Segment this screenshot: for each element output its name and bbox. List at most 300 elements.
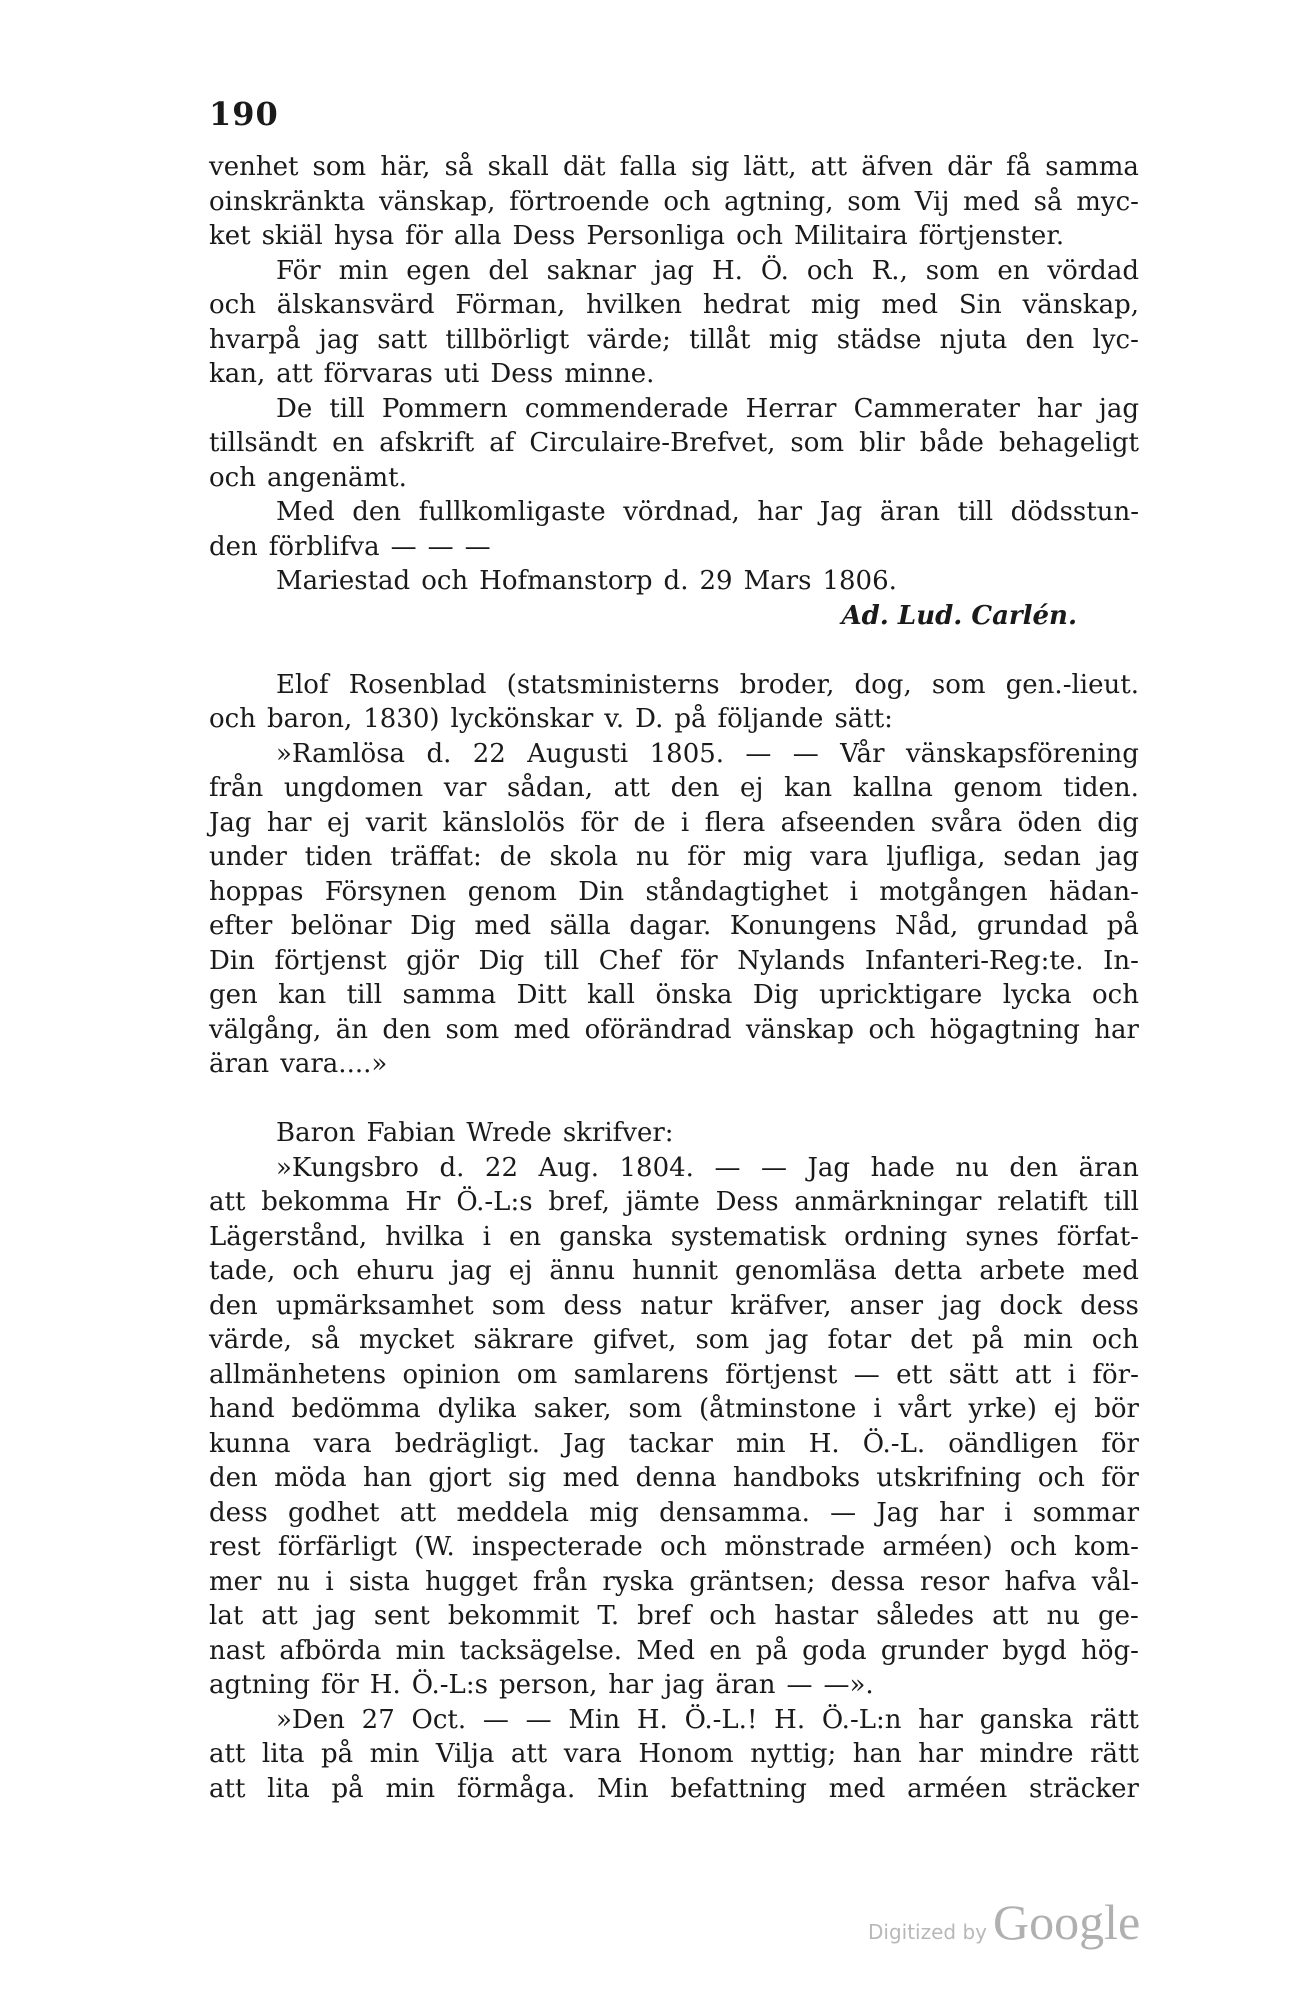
word: ehuru [356, 1256, 435, 1286]
word: Baron [276, 1118, 356, 1148]
word: Aug. [538, 1152, 599, 1183]
word: — [464, 531, 491, 562]
word: den [352, 497, 402, 527]
word: Jag [819, 497, 863, 527]
text-line [209, 978, 1139, 1013]
word: Mariestad [276, 566, 411, 596]
word: Dess [490, 359, 554, 389]
word: d. [439, 1152, 465, 1183]
word: genom [953, 773, 1043, 803]
word: att [399, 1497, 437, 1528]
word: synes [965, 1221, 1039, 1252]
word: till [1103, 1187, 1139, 1217]
word: Mars [743, 566, 812, 596]
word: sätt: [834, 704, 893, 734]
word: H. [808, 1428, 840, 1459]
word: värde, [209, 1325, 292, 1355]
word: och [1037, 1463, 1085, 1493]
word: »Den [276, 1704, 345, 1735]
word: förtjenst [725, 1359, 838, 1390]
word: kan [784, 773, 833, 803]
word: i [1004, 1497, 1013, 1528]
word: skola [549, 842, 619, 872]
word: och [209, 462, 256, 493]
word: här, [380, 152, 431, 182]
text-line [209, 771, 1139, 806]
word: arbete [979, 1256, 1066, 1286]
word: för [405, 221, 443, 251]
word: Rosenblad [348, 669, 487, 700]
word: 1830) [363, 704, 440, 734]
word: på [674, 704, 707, 734]
word: — [745, 738, 772, 769]
word: mig [589, 1497, 639, 1528]
word: denna [635, 1463, 717, 1493]
word: falla [619, 152, 677, 182]
word: Ö.-L:s [456, 1187, 533, 1217]
word: har [757, 497, 803, 527]
word: till [346, 980, 383, 1010]
word: äfven [861, 152, 934, 182]
word: »Ramlösa [276, 738, 406, 769]
word: — [853, 1359, 880, 1390]
word: de [633, 807, 666, 838]
word: mig [768, 324, 819, 355]
word: jämte [625, 1187, 700, 1217]
word: — [427, 531, 454, 562]
word: oförändrad [584, 1014, 732, 1045]
word: en [509, 1221, 542, 1252]
word: gjort [428, 1463, 492, 1493]
word: säkrare [473, 1325, 574, 1355]
word: De [276, 393, 313, 424]
word: så [1033, 186, 1063, 217]
word: svåra [930, 807, 1003, 838]
word: och [709, 1601, 757, 1631]
word: detta [893, 1256, 963, 1286]
word: af [489, 428, 515, 458]
word: anmärkningar [794, 1187, 982, 1217]
word: samma [402, 980, 497, 1010]
text-line [209, 1151, 1139, 1186]
word: ej [1053, 1394, 1078, 1424]
word: Sin [958, 290, 1002, 320]
word: jag [1098, 393, 1139, 424]
word: från [532, 1566, 588, 1597]
word: dess [1080, 1290, 1139, 1321]
word: afbörda [279, 1635, 382, 1666]
word: hunnit [632, 1256, 718, 1286]
word: kom- [1074, 1532, 1139, 1562]
text-line [209, 564, 1139, 599]
word: skall [487, 152, 549, 182]
text-line [209, 875, 1139, 910]
word: dödsstun- [1010, 497, 1139, 527]
word: den [209, 1463, 258, 1493]
word: arméen) [882, 1532, 993, 1562]
word: den [670, 773, 720, 803]
text-line [209, 392, 1139, 427]
text-line [209, 1116, 1139, 1151]
word: vara [810, 842, 869, 872]
word: med [963, 186, 1020, 217]
word: del [488, 255, 529, 286]
word: Jag [209, 807, 252, 838]
word: dock [999, 1290, 1063, 1321]
word: att [992, 1601, 1029, 1631]
word: städse [836, 324, 922, 355]
word: att [209, 1739, 246, 1769]
word: vara....» [280, 1049, 388, 1079]
word: att [209, 1187, 246, 1217]
word: och [209, 704, 256, 734]
word: In- [1103, 945, 1139, 976]
word: tade, [209, 1256, 276, 1286]
word: kan [278, 980, 327, 1010]
word: anser [849, 1290, 924, 1321]
word: nu [635, 842, 670, 872]
word: har [918, 1739, 963, 1769]
word: äran [209, 1049, 270, 1079]
word: — [830, 1497, 857, 1528]
word: Personliga [586, 221, 726, 251]
word: hastar [774, 1601, 859, 1631]
text-line [209, 1047, 1139, 1082]
word: förvaras [323, 359, 433, 389]
word: befattning [670, 1773, 807, 1804]
word: att [613, 773, 650, 803]
word: 22 [472, 738, 506, 769]
word: samma [1045, 152, 1139, 182]
word: saknar [546, 255, 636, 286]
word: så [444, 152, 474, 182]
word: tackar [628, 1428, 713, 1459]
word: och [1091, 1325, 1139, 1355]
word: 1804. [619, 1152, 694, 1183]
word: vårt [898, 1394, 952, 1424]
word: kräfver, [730, 1290, 832, 1321]
word: mindre [979, 1739, 1074, 1769]
word: Circulaire-Brefvet, [529, 428, 776, 458]
word: Ö.-L.! [684, 1704, 758, 1735]
word: nu [1046, 1601, 1080, 1631]
word: Jag [876, 1497, 919, 1528]
word: dess [209, 1497, 268, 1528]
text-line [209, 737, 1139, 772]
word: gifvet, [592, 1325, 677, 1355]
text-line [209, 357, 1139, 392]
word: Ö.-L:s [411, 1670, 488, 1700]
word: rest [209, 1532, 261, 1562]
word: bekommit [447, 1601, 580, 1631]
word: för [1101, 1463, 1139, 1493]
word: hade [870, 1152, 935, 1183]
word: att [276, 359, 313, 389]
word: högagtning [929, 1014, 1080, 1045]
word: sträcker [1029, 1773, 1139, 1804]
word: att [261, 1601, 298, 1631]
word: Min [596, 1773, 649, 1804]
word: Min [568, 1704, 621, 1735]
word: (W. [414, 1532, 455, 1562]
word: äran [1078, 1152, 1139, 1183]
word: älskansvärd [276, 290, 435, 320]
word: minne. [564, 359, 655, 389]
word: att [810, 152, 848, 182]
word: den [1025, 324, 1075, 355]
word: som [931, 669, 986, 700]
word: tillåt [689, 324, 751, 355]
word: hädan- [1049, 876, 1139, 907]
word: ljufliga, [886, 842, 986, 872]
word: i [849, 876, 858, 907]
word: på [1106, 911, 1139, 941]
word: som [790, 428, 845, 458]
word: dess [563, 1290, 623, 1321]
word: Honom [638, 1739, 734, 1769]
word: venhet [209, 152, 299, 182]
word: oändligen [948, 1428, 1079, 1459]
word: kall [587, 980, 635, 1010]
word: commenderade [524, 393, 729, 424]
word: för- [1092, 1359, 1139, 1390]
word: — [760, 1152, 787, 1183]
word: vänskapsförening [905, 738, 1139, 769]
word: Dess [512, 221, 576, 251]
word: jag [653, 255, 695, 286]
word: lita [261, 1739, 305, 1769]
word: känslolös [442, 807, 566, 838]
word: jag [315, 1601, 356, 1631]
word: uti [443, 359, 480, 389]
word: person, [498, 1670, 598, 1700]
word: Fabian [366, 1118, 456, 1148]
word: värde; [587, 324, 671, 355]
word: dät [562, 152, 606, 182]
text-line [209, 288, 1139, 323]
word: genom [467, 876, 557, 907]
word: den [1009, 1152, 1059, 1183]
word: där [947, 152, 992, 182]
word: systematisk [670, 1221, 827, 1252]
word: — [482, 1704, 509, 1735]
word: förtjenst [274, 945, 387, 976]
word: förfärligt [277, 1532, 397, 1562]
word: förtjenster. [918, 221, 1065, 251]
word: satt [377, 324, 428, 355]
word: Din [209, 945, 255, 976]
text-line [209, 1185, 1139, 1220]
word: samlarens [573, 1359, 709, 1390]
google-logo: Google [993, 1894, 1141, 1950]
word: sommar [1032, 1497, 1139, 1528]
word: nu [955, 1152, 989, 1183]
text-line [209, 1634, 1139, 1669]
word: densamma. [659, 1497, 810, 1528]
word: hedrat [702, 290, 791, 320]
word: kunna [209, 1428, 291, 1459]
word: bref, [548, 1187, 610, 1217]
text-line [209, 1565, 1139, 1600]
word: bygd [1002, 1635, 1067, 1666]
word: inspecterade [471, 1532, 643, 1562]
word: sista [348, 1566, 410, 1597]
text-line [209, 1772, 1139, 1807]
word: fullkomligaste [418, 497, 606, 527]
text-line [209, 1392, 1139, 1427]
word: min [1023, 1325, 1073, 1355]
word: Vilja [435, 1739, 495, 1769]
word: en [997, 255, 1030, 286]
word: (åtminstone [699, 1394, 857, 1424]
word: Ö. [760, 255, 789, 286]
word: min [395, 1635, 446, 1666]
word: 27 [361, 1704, 395, 1735]
word: mig [742, 842, 793, 872]
word: godhet [287, 1497, 380, 1528]
word: ej [326, 807, 351, 838]
text-line [209, 599, 1139, 634]
word: —». [823, 1670, 874, 1700]
word: lyc- [1092, 324, 1139, 355]
word: rätt [1090, 1704, 1139, 1735]
text-line [209, 254, 1139, 289]
word: han [362, 1463, 412, 1493]
word: d. [426, 738, 452, 769]
text-line [209, 1599, 1139, 1634]
word: H. [369, 1670, 401, 1700]
word: ge- [1098, 1601, 1139, 1631]
word: i [680, 807, 690, 838]
word: allmänhetens [209, 1359, 387, 1390]
word: Jag [807, 1152, 851, 1183]
word: varit [365, 807, 428, 838]
word: efter [209, 911, 273, 941]
word: en [709, 1635, 742, 1666]
text-line [209, 150, 1139, 185]
word: sådan, [506, 773, 593, 803]
word: Med [276, 497, 335, 527]
word: Din [578, 876, 625, 907]
word: njuta [939, 324, 1008, 355]
word: hugget [425, 1566, 518, 1597]
word: hoppas [209, 876, 304, 907]
text-line [209, 185, 1139, 220]
word: med [513, 1014, 571, 1045]
word: både [919, 428, 984, 458]
word: de [499, 842, 532, 872]
word: — [525, 1704, 552, 1735]
word: förmåga. [456, 1773, 576, 1804]
word: Konungens [729, 911, 877, 941]
watermark [868, 1893, 1140, 1951]
word: Försynen [324, 876, 447, 907]
word: H. [711, 255, 743, 286]
word: mer [209, 1566, 262, 1597]
word: dog, [854, 669, 912, 700]
word: den [209, 531, 258, 562]
word: natur [640, 1290, 713, 1321]
word: d. [663, 566, 689, 596]
text-line [209, 840, 1139, 875]
word: 1806. [822, 566, 897, 596]
word: äran [879, 497, 941, 527]
word: För [276, 255, 321, 286]
word: än [335, 1014, 368, 1045]
word: sedan [1003, 842, 1081, 872]
word: nast [209, 1635, 266, 1666]
word: var [443, 773, 487, 803]
word: dig [1097, 807, 1139, 838]
word: agtning, [724, 186, 834, 217]
word: för [1101, 1428, 1139, 1459]
page-number: 190 [209, 95, 279, 133]
word: Vij [914, 186, 950, 217]
word: från [209, 773, 264, 803]
word: förfat- [1056, 1221, 1139, 1252]
word: Herrar [745, 393, 837, 424]
word: sent [373, 1601, 430, 1631]
word: som [312, 152, 367, 182]
word: följande [717, 704, 824, 734]
word: Vår [840, 738, 885, 769]
text-line [209, 1013, 1139, 1048]
word: och [660, 1532, 708, 1562]
word: på [320, 1739, 354, 1769]
word: således [876, 1601, 975, 1631]
word: — [714, 1152, 741, 1183]
word: mycket [358, 1325, 455, 1355]
word: öden [1017, 807, 1082, 838]
word: vara [563, 1739, 622, 1769]
word: under [209, 842, 287, 872]
word: med [474, 911, 532, 941]
word: H. [774, 1704, 806, 1735]
word: yrke) [968, 1394, 1037, 1424]
word: och [1092, 980, 1139, 1010]
text-line [209, 1289, 1139, 1324]
word: bedömma [291, 1394, 421, 1424]
word: gen.-lieut. [1005, 669, 1139, 700]
word: välgång, [209, 1014, 322, 1045]
word: blir [859, 428, 905, 458]
word: i [1067, 1359, 1076, 1390]
word: vänskap, [378, 186, 496, 217]
word: genomläsa [735, 1256, 877, 1286]
word: han [852, 1739, 902, 1769]
text-line [209, 1358, 1139, 1393]
word: en [332, 428, 365, 458]
word: skiäl [261, 221, 323, 251]
text-line [209, 1703, 1139, 1738]
word: min [338, 255, 389, 286]
word: Ditt [516, 980, 567, 1010]
word: angenämt. [266, 462, 407, 493]
word: lätt, [743, 152, 797, 182]
word: alla [453, 221, 502, 251]
word: — [786, 1670, 813, 1700]
word: ganska [979, 1704, 1074, 1735]
word: för [680, 945, 718, 976]
text-line [209, 702, 1139, 737]
word: agtning [209, 1670, 311, 1700]
word: för [580, 807, 619, 838]
word: tacksägelse. [459, 1635, 623, 1666]
word: och [209, 290, 256, 320]
word: Elof [276, 669, 329, 700]
word: till [957, 497, 994, 527]
word: Förman, [455, 290, 566, 320]
